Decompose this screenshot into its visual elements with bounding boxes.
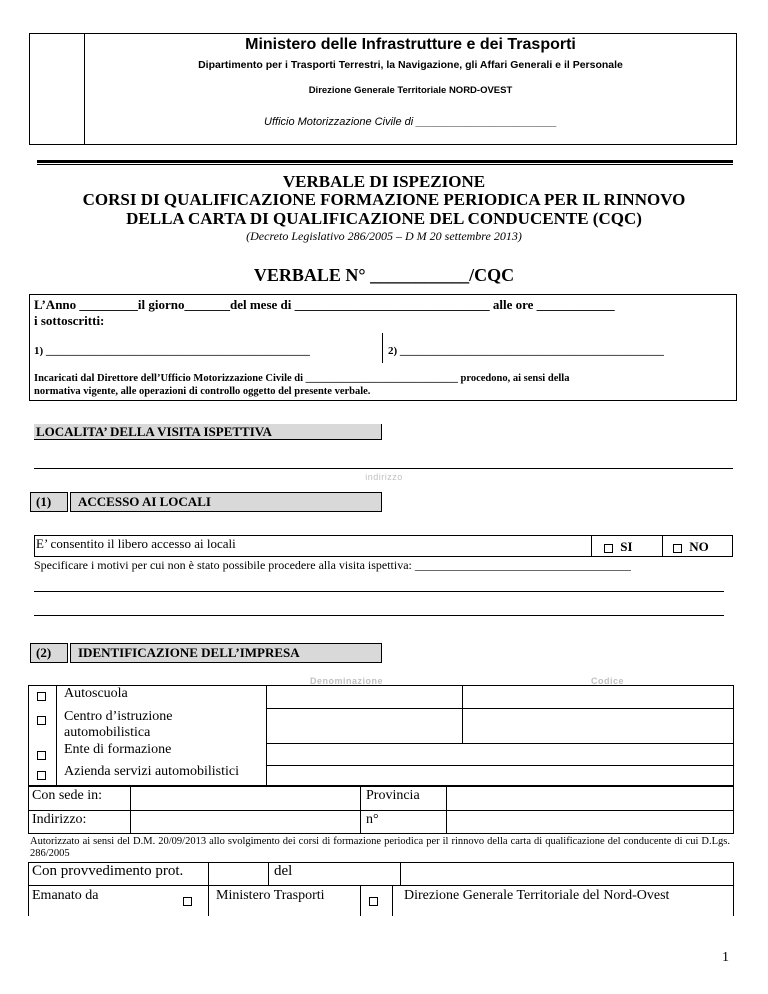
department-name: Dipartimento per i Trasporti Terrestri, la Navigazione, gli Affari Generali e il Personale bbox=[198, 59, 623, 71]
checkbox-icon[interactable] bbox=[369, 897, 378, 906]
section-1-number: (1) bbox=[36, 494, 52, 509]
specify-line-1[interactable] bbox=[34, 591, 724, 592]
name-col-divider bbox=[266, 685, 267, 786]
emanato-divider-1 bbox=[208, 886, 209, 916]
sede-label: Con sede in: bbox=[32, 788, 102, 803]
section-2-heading: IDENTIFICAZIONE DELL’IMPRESA bbox=[78, 645, 300, 660]
checkbox-icon[interactable] bbox=[604, 544, 613, 553]
access-yes-divider bbox=[591, 535, 592, 557]
decree-reference: (Decreto Legislativo 286/2005 – D M 20 settembre 2013) bbox=[246, 229, 522, 243]
type-ente-formazione: Ente di formazione bbox=[64, 742, 172, 757]
signers-divider bbox=[382, 333, 383, 363]
checkbox-icon[interactable] bbox=[37, 716, 46, 725]
access-no-divider bbox=[662, 535, 663, 557]
section-2-number: (2) bbox=[36, 645, 52, 660]
signatories-label: i sottoscritti: bbox=[34, 313, 105, 328]
page-number: 1 bbox=[722, 950, 729, 965]
codice-caption: Codice bbox=[591, 676, 625, 686]
address-line[interactable] bbox=[34, 468, 733, 469]
specify-line-2[interactable] bbox=[34, 615, 724, 616]
access-no-option[interactable] bbox=[673, 539, 709, 555]
indirizzo-label: Indirizzo: bbox=[32, 812, 87, 827]
provvedimento-col-3 bbox=[400, 862, 401, 886]
authorization-text: Autorizzato ai sensi del D.M. 20/09/2013 allo svolgimento dei corsi di formazione periodica per il rinnovo della carta di qualificazione del conducente di cui D.Lgs. 286/2005 bbox=[30, 836, 730, 859]
emanato-divider-3 bbox=[392, 886, 393, 916]
signer-1-field[interactable]: 1) ________________________________________________ bbox=[34, 345, 310, 357]
date-time-line[interactable]: L’Anno _________il giorno_______del mese di ______________________________ alle ore ____________ bbox=[34, 297, 615, 312]
office-line[interactable]: Ufficio Motorizzazione Civile di _______________________ bbox=[264, 116, 557, 128]
checkbox-icon[interactable] bbox=[183, 897, 192, 906]
provvedimento-label: Con provvedimento prot. bbox=[32, 863, 184, 879]
provvedimento-col-2 bbox=[268, 862, 269, 886]
company-row-line-1 bbox=[266, 708, 734, 709]
incaricati-text-2: normativa vigente, alle operazioni di controllo oggetto del presente verbale. bbox=[34, 386, 371, 397]
address-table-col-2 bbox=[360, 786, 361, 834]
provincia-label: Provincia bbox=[366, 788, 420, 803]
access-specify-text[interactable]: Specificare i motivi per cui non è stato possibile procedere alla visita ispettiva: ____________________________________ bbox=[34, 558, 631, 572]
address-table-col-3 bbox=[446, 786, 447, 834]
emanato-label: Emanato da bbox=[32, 888, 99, 903]
signer-2-field[interactable]: 2) ________________________________________________ bbox=[388, 345, 664, 357]
emanato-divider-2 bbox=[360, 886, 361, 916]
company-row-line-2 bbox=[266, 743, 734, 744]
del-label: del bbox=[274, 863, 293, 879]
checkbox-icon[interactable] bbox=[37, 692, 46, 701]
address-caption: indirizzo bbox=[365, 472, 403, 482]
address-table-mid-line bbox=[28, 810, 734, 811]
access-yes-option[interactable] bbox=[604, 539, 633, 555]
type-col-divider bbox=[56, 685, 57, 786]
document-title: VERBALE DI ISPEZIONE bbox=[282, 172, 486, 191]
checkbox-icon[interactable] bbox=[37, 771, 46, 780]
ministry-name: Ministero delle Infrastrutture e dei Trasporti bbox=[245, 36, 576, 53]
access-no-label: NO bbox=[689, 539, 709, 554]
checkbox-icon[interactable] bbox=[673, 544, 682, 553]
section-1-heading: ACCESSO AI LOCALI bbox=[78, 494, 211, 509]
access-question: E’ consentito il libero accesso ai locali bbox=[36, 536, 236, 551]
denominazione-caption: Denominazione bbox=[310, 676, 384, 686]
incaricati-text-1: Incaricati dal Direttore dell’Ufficio Motorizzazione Civile di _____________________________ procedono, ai sensi della bbox=[34, 373, 570, 384]
code-col-divider bbox=[462, 685, 463, 743]
issuer-ministero: Ministero Trasporti bbox=[216, 888, 325, 903]
checkbox-icon[interactable] bbox=[37, 751, 46, 760]
title-separator bbox=[37, 160, 733, 165]
document-subtitle-1: CORSI DI QUALIFICAZIONE FORMAZIONE PERIODICA PER IL RINNOVO bbox=[82, 190, 686, 209]
company-row-line-3 bbox=[266, 765, 734, 766]
issuer-direzione: Direzione Generale Territoriale del Nord-Ovest bbox=[404, 888, 670, 903]
verbale-number[interactable]: VERBALE N° ___________/CQC bbox=[253, 265, 515, 285]
address-table-col-1 bbox=[130, 786, 131, 834]
type-autoscuola: Autoscuola bbox=[64, 686, 128, 701]
location-heading: LOCALITA’ DELLA VISITA ISPETTIVA bbox=[34, 424, 382, 440]
type-azienda-servizi: Azienda servizi automobilistici bbox=[64, 764, 239, 779]
document-subtitle-2: DELLA CARTA DI QUALIFICAZIONE DEL CONDUCENTE (CQC) bbox=[126, 209, 642, 228]
direction-name: Direzione Generale Territoriale NORD-OVEST bbox=[308, 85, 513, 96]
provvedimento-col-1 bbox=[208, 862, 209, 886]
numero-label: n° bbox=[366, 812, 379, 827]
access-yes-label: SI bbox=[620, 539, 633, 554]
type-centro-istruzione: Centro d’istruzione automobilistica bbox=[64, 709, 173, 740]
